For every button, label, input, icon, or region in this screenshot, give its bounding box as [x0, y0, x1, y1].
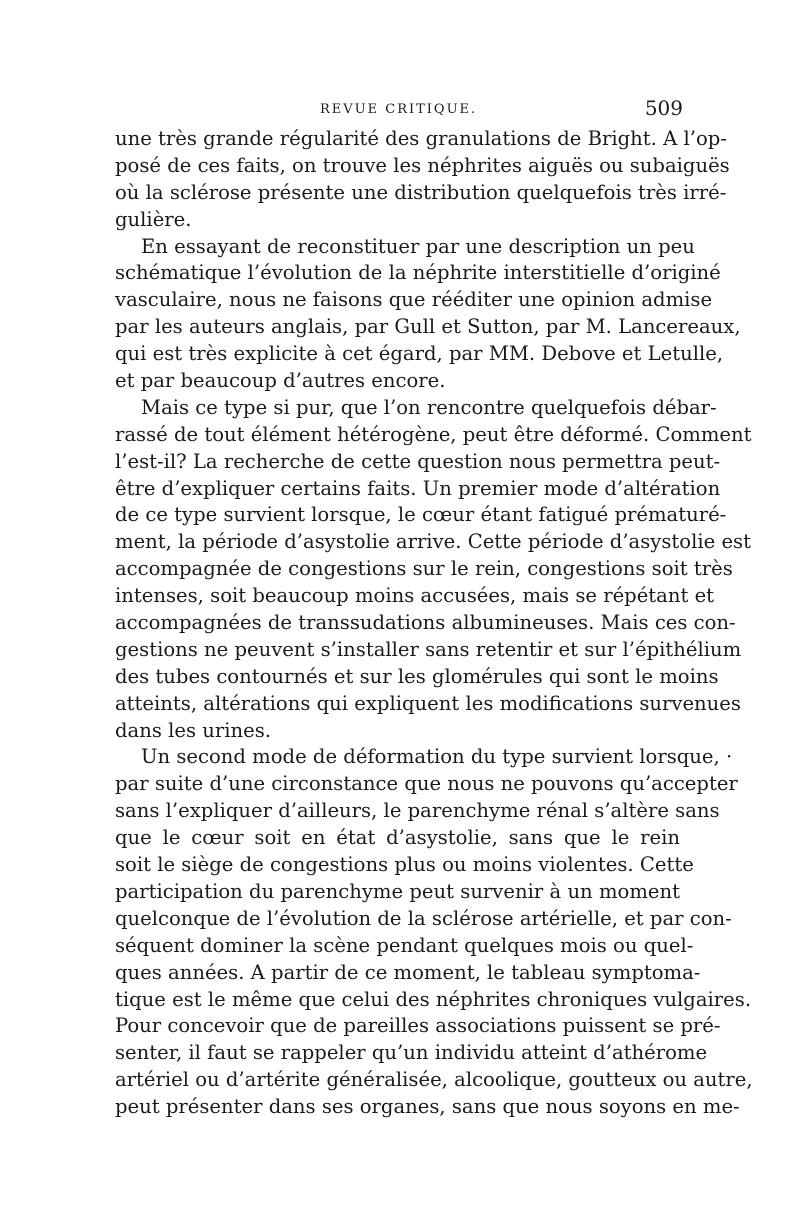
- body-text: [115, 126, 753, 1121]
- book-page: [115, 96, 753, 1121]
- text-line: En essayant de reconstituer par une description un peu: [141, 234, 695, 258]
- text-line: une très grande régularité des granulations de Bright. A l’op-: [115, 127, 727, 150]
- page-number: 509: [644, 96, 683, 120]
- text-line: de ce type survient lorsque, le cœur étant fatigué prématuré-: [115, 503, 727, 527]
- text-line: peut présenter dans ses organes, sans que nous soyons en me-: [115, 1095, 740, 1119]
- text-line: senter, il faut se rappeler qu’un individu atteint d’athérome: [115, 1041, 708, 1065]
- text-line: l’est-il? La recherche de cette question nous permettra peut-: [115, 449, 721, 473]
- text-line: quelconque de l’évolution de la sclérose artérielle, et par con-: [115, 906, 732, 930]
- text-line: des tubes contournés et sur les glomérules qui sont le moins: [115, 664, 719, 688]
- text-line: participation du parenchyme peut survenir à un moment: [115, 879, 680, 903]
- text-line: ques années. A partir de ce moment, le tableau symptoma-: [115, 960, 701, 984]
- paragraph: [115, 395, 752, 745]
- text-line: posé de ces faits, on trouve les néphrites aiguës ou subaiguës: [115, 153, 730, 177]
- running-head: [115, 96, 683, 126]
- text-line: artériel ou d’artérite généralisée, alcoolique, goutteux ou autre,: [115, 1068, 753, 1092]
- text-line: gestions ne peuvent s’installer sans retentir et sur l’épithélium: [115, 637, 742, 661]
- paragraph: [115, 126, 730, 234]
- text-line: et par beaucoup d’autres encore.: [115, 369, 446, 393]
- text-line: atteints, altérations qui expliquent les modifications survenues: [115, 691, 741, 715]
- text-line: accompagnées de transsudations albumineuses. Mais ces con-: [115, 611, 736, 635]
- text-line: gulière.: [115, 207, 192, 231]
- text-line: tique est le même que celui des néphrites chroniques vulgaires.: [115, 987, 752, 1011]
- text-line: intenses, soit beaucoup moins accusées, mais se répétant et: [115, 584, 715, 608]
- paragraph: [115, 234, 741, 395]
- text-line: Mais ce type si pur, que l’on rencontre quelquefois débar-: [141, 395, 717, 419]
- text-line: que le cœur soit en état d’asystolie, sans que le rein: [115, 826, 680, 850]
- text-line: dans les urines.: [115, 718, 272, 742]
- text-line: accompagnée de congestions sur le rein, congestions soit très: [115, 557, 733, 581]
- text-line: qui est très explicite à cet égard, par MM. Debove et Letulle,: [115, 342, 724, 366]
- text-line: séquent dominer la scène pendant quelques mois ou quel-: [115, 933, 694, 957]
- text-line: schématique l’évolution de la néphrite interstitielle d’originé: [115, 261, 721, 285]
- text-line: par suite d’une circonstance que nous ne pouvons qu’accepter: [115, 772, 738, 796]
- paragraph: [115, 744, 753, 1120]
- text-line: vasculaire, nous ne faisons que rééditer une opinion admise: [115, 288, 713, 312]
- text-line: sans l’expliquer d’ailleurs, le parenchyme rénal s’altère sans: [115, 799, 720, 823]
- text-line: être d’expliquer certains faits. Un premier mode d’altération: [115, 476, 721, 500]
- text-line: rassé de tout élément hétérogène, peut être déformé. Comment: [115, 422, 752, 446]
- text-line: par les auteurs anglais, par Gull et Sutton, par M. Lancereaux,: [115, 315, 741, 339]
- running-title: REVUE CRITIQUE.: [320, 102, 478, 117]
- text-line: ment, la période d’asystolie arrive. Cette période d’asystolie est: [115, 530, 751, 554]
- text-line: Un second mode de déformation du type survient lorsque, ·: [141, 745, 733, 769]
- text-line: Pour concevoir que de pareilles associations puissent se pré-: [115, 1014, 721, 1038]
- text-line: soit le siège de congestions plus ou moins violentes. Cette: [115, 853, 694, 877]
- text-line: où la sclérose présente une distribution quelquefois très irré-: [115, 180, 727, 204]
